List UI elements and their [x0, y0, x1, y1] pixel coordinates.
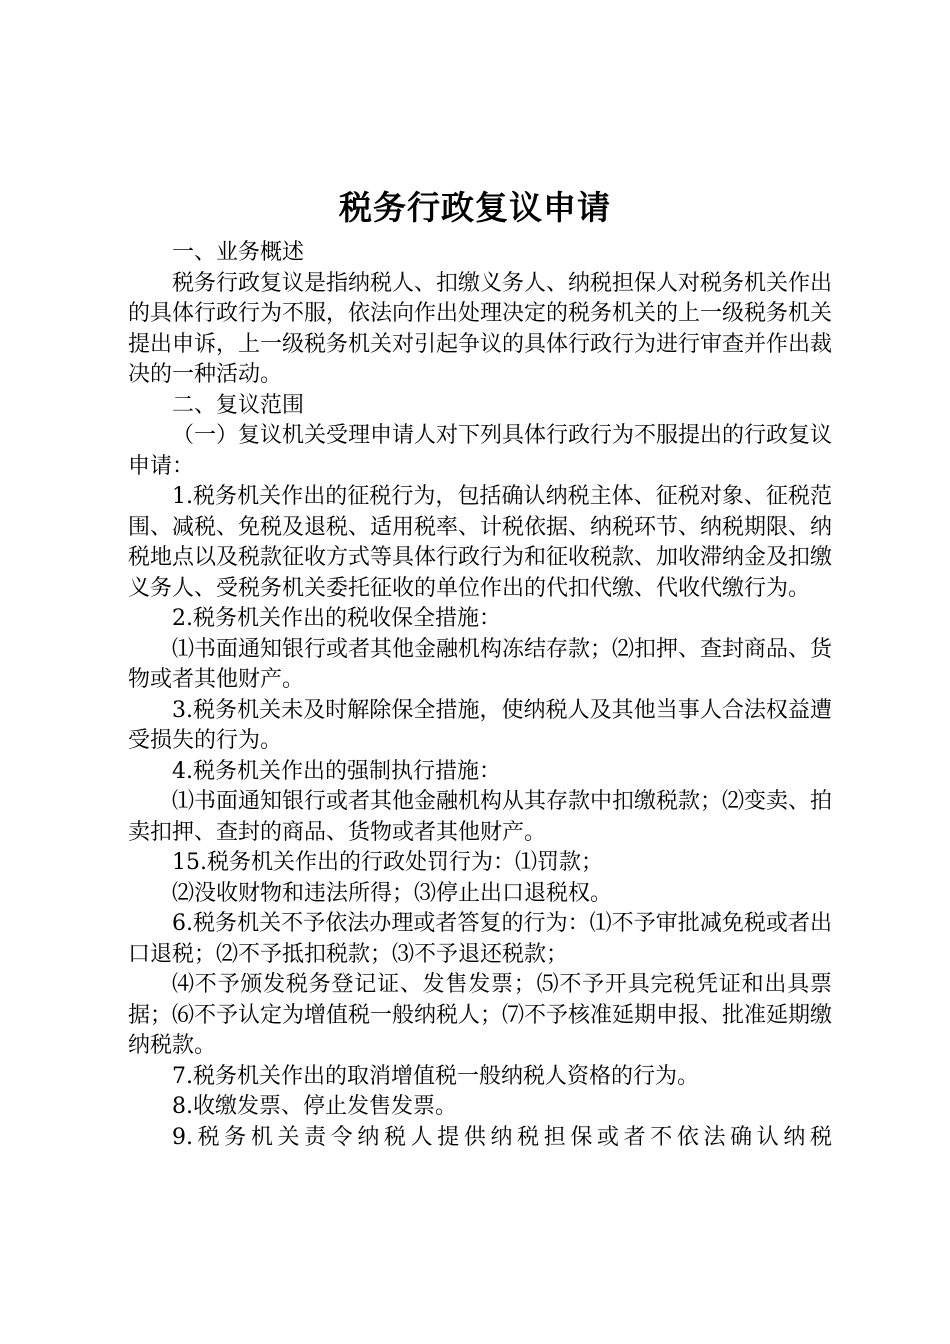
document-body: [128, 238, 832, 1153]
list-item-2: 2.税务机关作出的税收保全措施：: [172, 606, 501, 631]
list-item-3: 3.税务机关未及时解除保全措施，使纳税人及其他当事人合法权益遭受损失的行为。: [128, 697, 832, 753]
list-item-2-details: ⑴书面通知银行或者其他金融机构冻结存款；⑵扣押、查封商品、货物或者其他财产。: [128, 636, 833, 692]
paragraph-overview-definition: 税务行政复议是指纳税人、扣缴义务人、纳税担保人对税务机关作出的具体行政行为不服，依法向作出处理决定的税务机关的上一级税务机关提出申诉，上一级税务机关对引起争议的具体行政行为进行审查并作出裁决的一种活动。: [128, 270, 833, 387]
list-item-4: 4.税务机关作出的强制执行措施：: [172, 758, 501, 784]
list-item-8: 8.收缴发票、停止发售发票。: [172, 1094, 457, 1119]
section-heading-scope: 二、复议范围: [172, 392, 305, 418]
list-item-6: 6.税务机关不予依法办理或者答复的行为：⑴不予审批减免税或者出口退税；⑵不予抵扣税款；⑶不予退还税款；: [128, 911, 832, 967]
list-item-5: 15.税务机关作出的行政处罚行为：⑴罚款；: [172, 850, 603, 875]
paragraph-scope-intro: （一）复议机关受理申请人对下列具体行政行为不服提出的行政复议申请：: [128, 423, 833, 479]
section-heading-overview: 一、业务概述: [172, 240, 305, 265]
list-item-7: 7.税务机关作出的取消增值税一般纳税人资格的行为。: [172, 1063, 699, 1089]
list-item-5-details: ⑵没收财物和违法所得；⑶停止出口退税权。: [172, 880, 613, 906]
document-title: 税务行政复议申请: [339, 188, 611, 227]
list-item-4-details: ⑴书面通知银行或者其他金融机构从其存款中扣缴税款；⑵变卖、拍卖扣押、查封的商品、货物或者其他财产。: [128, 789, 833, 845]
list-item-9: 9.税务机关责令纳税人提供纳税担保或者不依法确认纳税: [172, 1124, 832, 1150]
list-item-1: 1.税务机关作出的征税行为，包括确认纳税主体、征税对象、征税范围、减税、免税及退税、适用税率、计税依据、纳税环节、纳税期限、纳税地点以及税款征收方式等具体行政行为和征收税款、加收滞纳金及扣缴义务人、受税务机关委托征收的单位作出的代扣代缴、代收代缴行为。: [128, 484, 833, 601]
list-item-6-details: ⑷不予颁发税务登记证、发售发票；⑸不予开具完税凭证和出具票据；⑹不予认定为增值税一般纳税人；⑺不予核准延期申报、批准延期缴纳税款。: [128, 972, 833, 1058]
